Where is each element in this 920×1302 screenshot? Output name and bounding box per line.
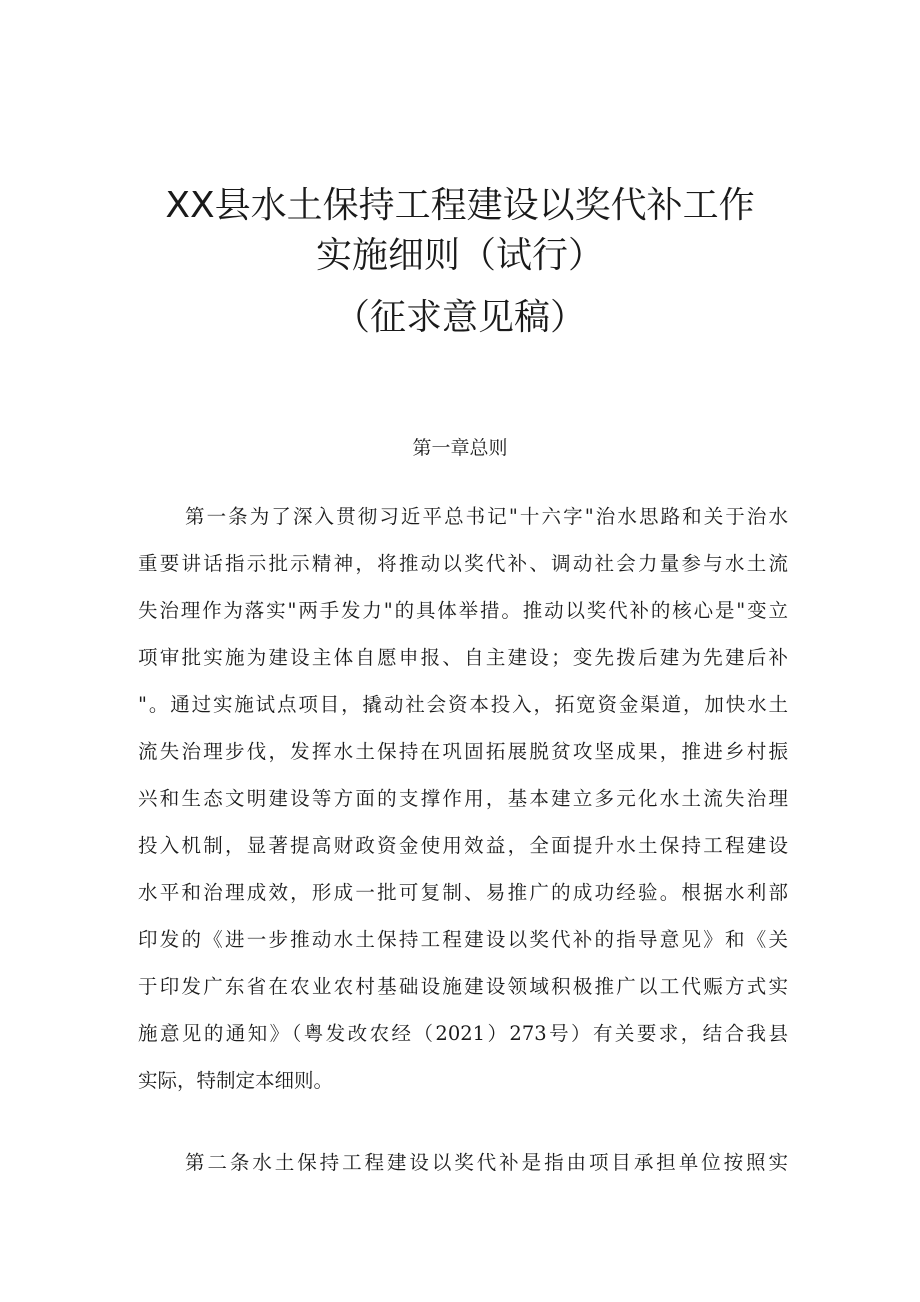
article-1-line: 第一条为了深入贯彻习近平总书记"十六字"治水思路和关于治水 [185, 505, 788, 528]
article-1-line: 施意见的通知》（粤发改农经（2021）273号）有关要求，结合我县 [138, 1022, 788, 1045]
article-1-line: 于印发广东省在农业农村基础设施建设领域积极推广以工代赈方式实 [138, 975, 788, 998]
article-1-line: 印发的《进一步推动水土保持工程建设以奖代补的指导意见》和《关 [138, 928, 788, 951]
article-1-line: 失治理作为落实"两手发力"的具体举措。推动以奖代补的核心是"变立 [138, 599, 788, 622]
article-1-line: 流失治理步伐，发挥水土保持在巩固拓展脱贫攻坚成果，推进乡村振 [138, 740, 788, 763]
article-1-line: 重要讲话指示批示精神，将推动以奖代补、调动社会力量参与水土流 [138, 552, 788, 575]
document-subtitle: （征求意见稿） [333, 297, 586, 338]
article-1-line: 投入机制，显著提高财政资金使用效益，全面提升水土保持工程建设 [138, 834, 788, 857]
article-1-line: 水平和治理成效，形成一批可复制、易推广的成功经验。根据水利部 [138, 881, 788, 904]
article-1-line: 项审批实施为建设主体自愿申报、自主建设；变先拨后建为先建后补 [138, 646, 788, 669]
document-title-line-2: 实施细则（试行） [315, 235, 604, 276]
document-title-line-1: XX县水土保持工程建设以奖代补工作 [165, 185, 755, 226]
article-1-line: "。通过实施试点项目，撬动社会资本投入，拓宽资金渠道，加快水土 [138, 693, 788, 716]
article-2-line: 第二条水土保持工程建设以奖代补是指由项目承担单位按照实 [185, 1151, 788, 1174]
chapter-heading: 第一章总则 [412, 437, 508, 459]
article-1-line: 兴和生态文明建设等方面的支撑作用，基本建立多元化水土流失治理 [138, 787, 788, 810]
article-1-line: 实际，特制定本细则。 [138, 1069, 334, 1092]
